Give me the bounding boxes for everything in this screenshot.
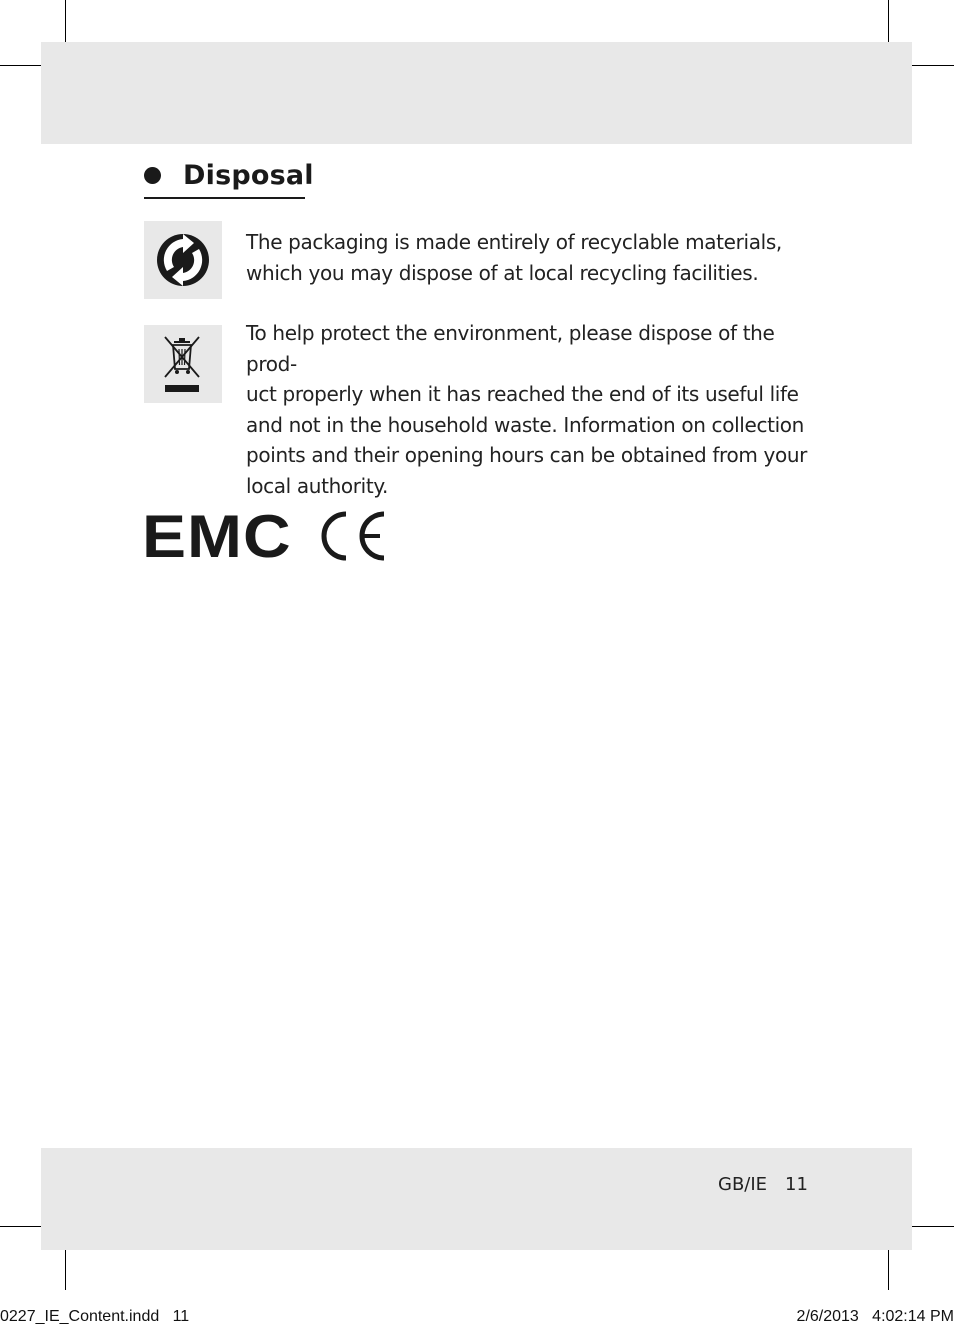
page-number: 11 <box>785 1174 808 1195</box>
green-dot-recycling-icon <box>144 221 222 299</box>
slug-timestamp: 2/6/2013 4:02:14 PM <box>796 1308 954 1325</box>
packaging-paragraph: The packaging is made entirely of recyclable materials, which you may dispose of at local recycling facilities. <box>246 230 782 285</box>
crop-mark <box>65 0 66 42</box>
footer-band <box>41 1148 912 1250</box>
crop-mark <box>65 1250 66 1290</box>
heading-underline <box>144 197 305 199</box>
crop-mark <box>912 65 954 66</box>
slug-filename: 0227_IE_Content.indd 11 <box>0 1308 190 1325</box>
crop-mark <box>888 0 889 42</box>
crop-mark <box>0 1226 41 1227</box>
certification-marks <box>142 501 388 571</box>
environment-paragraph: To help protect the environment, please dispose of the prod- uct properly when it has reached the end of its useful life and not in the household waste. Information on collection points and their opening hours can be obtained from your local authority. <box>246 321 808 498</box>
section-heading <box>144 160 314 191</box>
page-title: Disposal <box>183 160 314 191</box>
crossed-out-wheelie-bin-icon <box>144 325 222 403</box>
bullet-dot-icon <box>144 167 161 184</box>
crop-mark <box>912 1226 954 1227</box>
header-band <box>41 42 912 144</box>
region-label: GB/IE <box>718 1174 768 1195</box>
ce-mark-icon <box>316 510 388 562</box>
page-footer <box>718 1174 808 1195</box>
emc-mark: EMC <box>142 501 292 571</box>
crop-mark <box>888 1250 889 1290</box>
crop-mark <box>0 65 41 66</box>
